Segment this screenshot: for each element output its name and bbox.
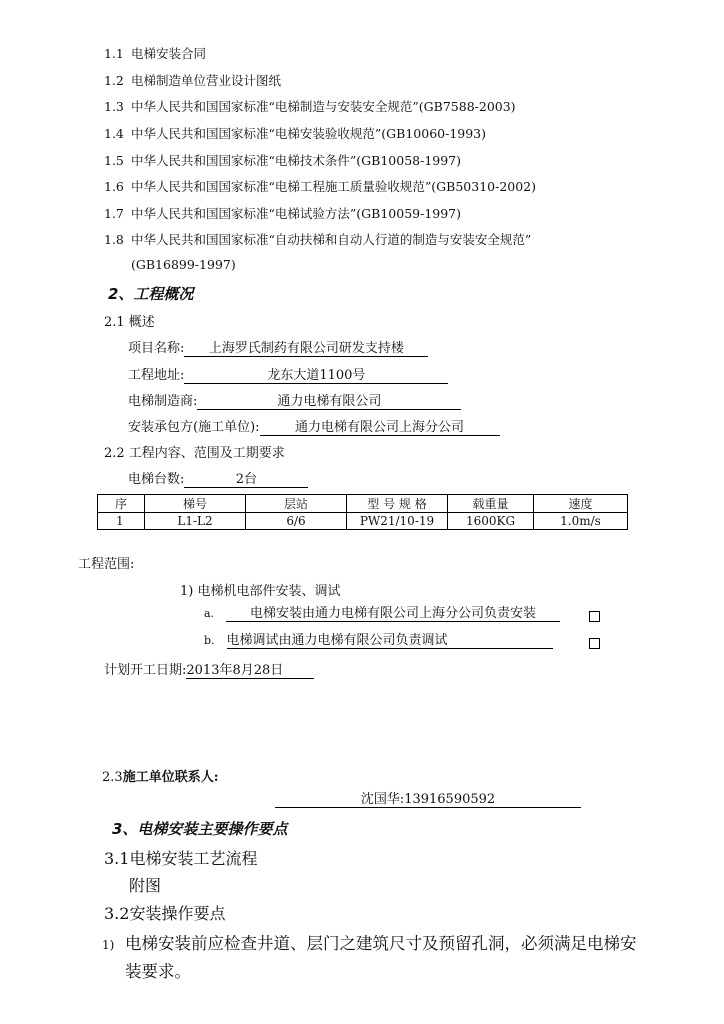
scope-label: 工程范围: [78,557,135,572]
reference-text: 中华人民共和国国家标准“电梯技术条件”(GB10058-1997) [131,153,462,168]
reference-text: 中华人民共和国国家标准“电梯制造与安装安全规范”(GB7588-2003) [131,99,516,114]
reference-item [104,204,461,222]
reference-text: 中华人民共和国国家标准“电梯试验方法”(GB10059-1997) [131,206,462,221]
reference-item [104,177,536,195]
scope-item-a-text: 电梯安装由通力电梯有限公司上海分公司负责安装 [226,607,560,622]
table-header-cell: 序 [98,495,145,513]
procedure-item-1-number: 1) [102,938,115,952]
subsection-2-1: 2.1 概述 [104,315,155,330]
contact-value: 沈国华:13916590592 [275,793,581,808]
reference-text: 中华人民共和国国家标准“电梯工程施工质量验收规范”(GB50310-2002) [131,179,537,194]
scope-item-a-marker: a. [204,607,215,620]
reference-number: 1.2 [104,73,124,88]
reference-text: 中华人民共和国国家标准“自动扶梯和自动人行道的制造与安装安全规范” [131,232,532,247]
subsection-2-2: 2.2 工程内容、范围及工期要求 [104,446,285,461]
reference-text: 中华人民共和国国家标准“电梯安装验收规范”(GB10060-1993) [131,126,487,141]
checkbox-a[interactable] [589,611,600,622]
table-cell: 1.0m/s [534,513,628,530]
reference-number: 1.3 [104,99,124,114]
elevator-count-label: 电梯台数: [128,472,185,487]
start-date-label: 计划开工日期: [104,663,187,678]
table-cell: 6/6 [246,513,347,530]
table-header-cell: 梯号 [145,495,246,513]
contractor-label: 安装承包方(施工单位): [128,420,260,435]
reference-number: 1.4 [104,126,124,141]
scope-item-b-marker: b. [204,634,215,647]
procedure-item-1-text: 电梯安装前应检查井道、层门之建筑尺寸及预留孔洞，必须满足电梯安 [125,934,637,953]
project-name-value: 上海罗氏制药有限公司研发支持楼 [184,342,428,357]
elevator-count-field [128,468,308,488]
table-row [98,513,628,530]
address-field [128,364,448,384]
manufacturer-value: 通力电梯有限公司 [197,395,461,410]
table-header-cell: 型 号 规 格 [347,495,448,513]
reference-number: 1.7 [104,206,124,221]
scope-item-1: 1) 电梯机电部件安装、调试 [180,584,341,599]
scope-item-b-text: 电梯调试由通力电梯有限公司负责调试 [227,634,553,649]
reference-text: 电梯制造单位营业设计图纸 [131,73,282,88]
table-header-row [98,495,628,513]
contact-field [275,792,581,808]
scope-item-a [204,606,560,622]
reference-item [104,44,206,62]
table-cell: 1 [98,513,145,530]
table-header-cell: 速度 [534,495,628,513]
elevator-count-value: 2台 [184,473,308,488]
reference-number: 1.6 [104,179,124,194]
address-label: 工程地址: [128,368,185,383]
elevator-spec-table [97,494,628,530]
subsection-3-1: 3.1电梯安装工艺流程 [104,849,258,868]
subsection-2-3-number: 2.3 [102,770,123,785]
section-3-title: 3、电梯安装主要操作要点 [112,820,288,838]
reference-number: 1.8 [104,232,124,247]
procedure-item-1-continuation: 装要求。 [125,962,191,981]
reference-continuation: (GB16899-1997) [131,257,236,272]
reference-item [104,71,281,89]
table-cell: L1-L2 [145,513,246,530]
procedure-item-1 [102,930,637,954]
section-2-title: 2、工程概况 [108,285,194,303]
start-date-value: 2013年8月28日 [186,664,314,679]
checkbox-b[interactable] [589,638,600,649]
subsection-2-3-label: 施工单位联系人: [122,770,219,785]
start-date-field [104,659,314,679]
contractor-field [128,416,500,436]
reference-item [104,230,531,248]
reference-number: 1.5 [104,153,124,168]
reference-number: 1.1 [104,46,124,61]
contractor-value: 通力电梯有限公司上海分公司 [260,421,500,436]
table-cell: 1600KG [448,513,534,530]
table-header-cell: 层站 [246,495,347,513]
table-cell: PW21/10-19 [347,513,448,530]
scope-item-b [204,633,553,649]
reference-item [104,151,461,169]
reference-text: 电梯安装合同 [131,46,207,61]
manufacturer-label: 电梯制造商: [128,394,198,409]
project-name-field [128,337,428,357]
address-value: 龙东大道1100号 [184,369,448,384]
manufacturer-field [128,390,461,410]
reference-item [104,124,486,142]
subsection-2-3 [102,766,219,785]
subsection-3-2: 3.2安装操作要点 [104,904,226,923]
project-name-label: 项目名称: [128,341,185,356]
attached-figure-label: 附图 [129,876,162,895]
reference-item [104,97,516,115]
table-header-cell: 载重量 [448,495,534,513]
